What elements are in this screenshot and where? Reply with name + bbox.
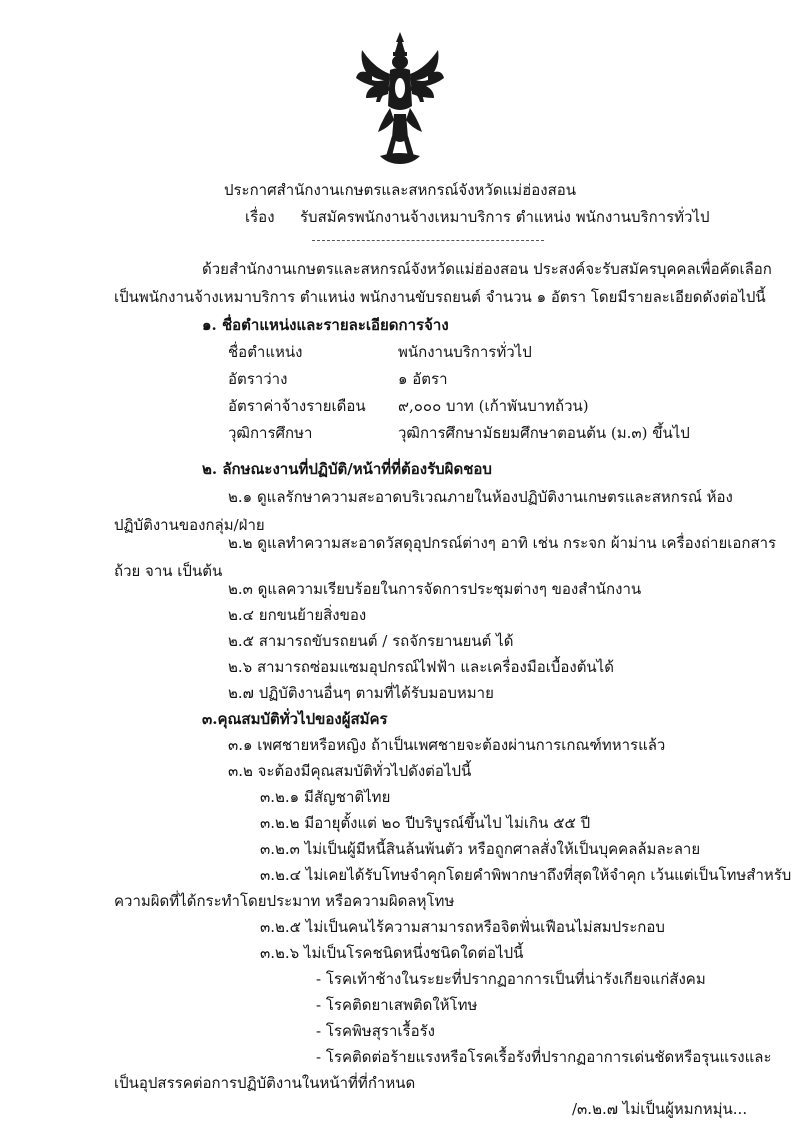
detail-label-vacancy: อัตราว่าง <box>228 370 288 388</box>
duty-2-7: ๒.๗ ปฏิบัติงานอื่นๆ ตามที่ได้รับมอบหมาย <box>228 684 494 702</box>
detail-value-salary: ๙,๐๐๐ บาท (เก้าพันบาทถ้วน) <box>398 397 589 415</box>
continuation-note: /๓.๒.๗ ไม่เป็นผู้หมกหมุ่น... <box>572 1100 748 1118</box>
duty-2-2: ๒.๒ ดูแลทำความสะอาดวัสดุอุปกรณ์ต่างๆ อาทิ เช่น กระจก ผ้าม่าน เครื่องถ่ายเอกสาร <box>228 534 777 552</box>
duty-2-6: ๒.๖ สามารถซ่อมแซมอุปกรณ์ไฟฟ้า และเครื่องมือเบื้องต้นได้ <box>228 658 614 676</box>
duty-2-1-cont: ปฏิบัติงานของกลุ่ม/ฝ่าย <box>114 516 265 534</box>
intro-line-2: เป็นพนักงานจ้างเหมาบริการ ตำแหน่ง พนักงานขับรถยนต์ จำนวน ๑ อัตรา โดยมีรายละเอียดดังต่อไปนี้ <box>114 288 766 306</box>
qual-3-2: ๓.๒ จะต้องมีคุณสมบัติทั่วไปดังต่อไปนี้ <box>228 762 472 780</box>
header-divider <box>312 240 544 241</box>
duty-2-4: ๒.๔ ยกขนย้ายสิ่งของ <box>228 606 367 624</box>
section-3-heading: ๓.คุณสมบัติทั่วไปของผู้สมัคร <box>202 710 388 728</box>
section-2-heading: ๒. ลักษณะงานที่ปฏิบัติ/หน้าที่ที่ต้องรับผิดชอบ <box>202 460 492 478</box>
qual-3-2-1: ๓.๒.๑ มีสัญชาติไทย <box>260 788 391 806</box>
qual-3-2-5: ๓.๒.๕ ไม่เป็นคนไร้ความสามารถหรือจิตฟั่นเฟือนไม่สมประกอบ <box>260 918 665 936</box>
qual-3-2-6: ๓.๒.๖ ไม่เป็นโรคชนิดหนึ่งชนิดใดต่อไปนี้ <box>260 944 524 962</box>
duty-2-2-cont: ถ้วย จาน เป็นต้น <box>114 562 223 580</box>
disease-item-3: - โรคพิษสุราเรื้อรัง <box>316 1022 435 1040</box>
detail-label-education: วุฒิการศึกษา <box>228 424 313 442</box>
detail-label-salary: อัตราค่าจ้างรายเดือน <box>228 397 366 415</box>
disease-item-4: - โรคติดต่อร้ายแรงหรือโรคเรื้อรังที่ปรากฏอาการเด่นชัดหรือรุนแรงและ <box>316 1048 772 1066</box>
qual-3-2-4-cont: ความผิดที่ได้กระทำโดยประมาท หรือความผิดลหุโทษ <box>114 892 455 910</box>
announcement-subject: รับสมัครพนักงานจ้างเหมาบริการ ตำแหน่ง พนักงานบริการทั่วไป <box>300 208 710 226</box>
detail-value-vacancy: ๑ อัตรา <box>398 370 448 388</box>
disease-item-1: - โรคเท้าช้างในระยะที่ปรากฏอาการเป็นที่น่ารังเกียจแก่สังคม <box>316 970 706 988</box>
qual-3-1: ๓.๑ เพศชายหรือหญิง ถ้าเป็นเพศชายจะต้องผ่านการเกณฑ์ทหารแล้ว <box>228 736 666 754</box>
qual-3-2-4: ๓.๒.๔ ไม่เคยได้รับโทษจำคุกโดยคำพิพากษาถึงที่สุดให้จำคุก เว้นแต่เป็นโทษสำหรับ <box>260 866 792 884</box>
detail-label-position: ชื่อตำแหน่ง <box>228 343 303 361</box>
section-1-heading: ๑. ชื่อตำแหน่งและรายละเอียดการจ้าง <box>202 316 449 334</box>
subject-label: เรื่อง <box>245 208 275 226</box>
duty-2-1: ๒.๑ ดูแลรักษาความสะอาดบริเวณภายในห้องปฏิบัติงานเกษตรและสหกรณ์ ห้อง <box>228 488 733 506</box>
announcement-org-line: ประกาศสำนักงานเกษตรและสหกรณ์จังหวัดแม่ฮ่องสอน <box>223 181 577 199</box>
detail-value-education: วุฒิการศึกษามัธยมศึกษาตอนต้น (ม.๓) ขึ้นไป <box>398 424 690 442</box>
intro-line-1: ด้วยสำนักงานเกษตรและสหกรณ์จังหวัดแม่ฮ่องสอน ประสงค์จะรับสมัครบุคคลเพื่อคัดเลือก <box>202 260 772 278</box>
qual-3-2-2: ๓.๒.๒ มีอายุตั้งแต่ ๒๐ ปีบริบูรณ์ขึ้นไป ไม่เกิน ๕๕ ปี <box>260 814 591 832</box>
garuda-emblem-icon <box>352 28 448 168</box>
qual-3-2-3: ๓.๒.๓ ไม่เป็นผู้มีหนี้สินล้นพ้นตัว หรือถูกศาลสั่งให้เป็นบุคคลล้มละลาย <box>260 840 701 858</box>
disease-item-2: - โรคติดยาเสพติดให้โทษ <box>316 996 478 1014</box>
duty-2-3: ๒.๓ ดูแลความเรียบร้อยในการจัดการประชุมต่างๆ ของสำนักงาน <box>228 580 642 598</box>
detail-value-position: พนักงานบริการทั่วไป <box>398 343 532 361</box>
disease-item-4-cont: เป็นอุปสรรคต่อการปฏิบัติงานในหน้าที่ที่กำหนด <box>114 1074 416 1092</box>
duty-2-5: ๒.๕ สามารถขับรถยนต์ / รถจักรยานยนต์ ได้ <box>228 632 514 650</box>
